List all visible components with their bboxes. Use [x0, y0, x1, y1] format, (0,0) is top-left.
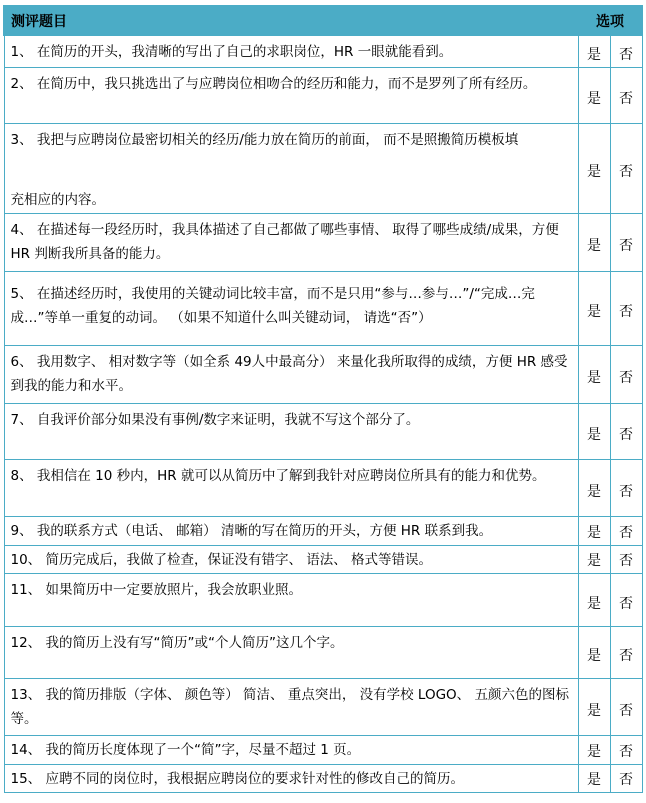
option-yes-11[interactable]: 是 [578, 573, 610, 626]
option-yes-3[interactable]: 是 [578, 123, 610, 213]
table-row [4, 403, 642, 459]
option-no-3[interactable]: 否 [610, 123, 642, 213]
table-header-row [4, 6, 642, 35]
option-no-6[interactable]: 否 [610, 345, 642, 403]
question-11: 11、 如果简历中一定要放照片，我会放职业照。 [4, 573, 578, 626]
question-8: 8、 我相信在 10 秒内，HR 就可以从简历中了解到我针对应聘岗位所具有的能力和优势。 [4, 459, 578, 516]
question-12: 12、 我的简历上没有写“简历”或“个人简历”这几个字。 [4, 626, 578, 678]
table-row [4, 545, 642, 573]
table-row [4, 626, 642, 678]
question-4: 4、 在描述每一段经历时，我具体描述了自己都做了哪些事情、 取得了哪些成绩/成果，方便 HR 判断我所具备的能力。 [4, 213, 578, 271]
table-row [4, 516, 642, 545]
question-7: 7、 自我评价部分如果没有事例/数字来证明，我就不写这个部分了。 [4, 403, 578, 459]
option-yes-15[interactable]: 是 [578, 764, 610, 792]
option-column-header: 选项 [578, 6, 642, 35]
question-3 [4, 123, 578, 213]
option-yes-9[interactable]: 是 [578, 516, 610, 545]
question-6: 6、 我用数字、 相对数字等（如全系 49人中最高分） 来量化我所取得的成绩，方便 HR 感受到我的能力和水平。 [4, 345, 578, 403]
option-no-5[interactable]: 否 [610, 271, 642, 345]
table-row [4, 67, 642, 123]
table-row [4, 678, 642, 735]
question-1: 1、 在简历的开头，我清晰的写出了自己的求职岗位，HR 一眼就能看到。 [4, 35, 578, 67]
question-2: 2、 在简历中，我只挑选出了与应聘岗位相吻合的经历和能力，而不是罗列了所有经历。 [4, 67, 578, 123]
option-yes-14[interactable]: 是 [578, 735, 610, 764]
resume-checklist-table [3, 5, 643, 793]
question-13: 13、 我的简历排版（字体、 颜色等） 简洁、 重点突出， 没有学校 LOGO、 五颜六色的图标等。 [4, 678, 578, 735]
question-9: 9、 我的联系方式（电话、 邮箱） 清晰的写在简历的开头，方便 HR 联系到我。 [4, 516, 578, 545]
question-3-line-2: 充相应的内容。 [10, 191, 105, 208]
option-no-2[interactable]: 否 [610, 67, 642, 123]
table-row [4, 271, 642, 345]
option-yes-13[interactable]: 是 [578, 678, 610, 735]
table-row [4, 573, 642, 626]
option-no-8[interactable]: 否 [610, 459, 642, 516]
option-no-11[interactable]: 否 [610, 573, 642, 626]
option-yes-1[interactable]: 是 [578, 35, 610, 67]
option-no-15[interactable]: 否 [610, 764, 642, 792]
table-row [4, 735, 642, 764]
option-no-9[interactable]: 否 [610, 516, 642, 545]
option-yes-4[interactable]: 是 [578, 213, 610, 271]
option-yes-5[interactable]: 是 [578, 271, 610, 345]
table-row [4, 345, 642, 403]
option-no-14[interactable]: 否 [610, 735, 642, 764]
option-yes-8[interactable]: 是 [578, 459, 610, 516]
option-yes-6[interactable]: 是 [578, 345, 610, 403]
option-yes-7[interactable]: 是 [578, 403, 610, 459]
option-yes-2[interactable]: 是 [578, 67, 610, 123]
table-row [4, 35, 642, 67]
option-no-13[interactable]: 否 [610, 678, 642, 735]
option-no-1[interactable]: 否 [610, 35, 642, 67]
table-row [4, 123, 642, 213]
question-10: 10、 简历完成后，我做了检查，保证没有错字、 语法、 格式等错误。 [4, 545, 578, 573]
option-yes-10[interactable]: 是 [578, 545, 610, 573]
question-14: 14、 我的简历长度体现了一个“简”字，尽量不超过 1 页。 [4, 735, 578, 764]
table-row [4, 764, 642, 792]
option-no-10[interactable]: 否 [610, 545, 642, 573]
question-column-header: 测评题目 [4, 6, 578, 35]
option-yes-12[interactable]: 是 [578, 626, 610, 678]
question-15: 15、 应聘不同的岗位时，我根据应聘岗位的要求针对性的修改自己的简历。 [4, 764, 578, 792]
option-no-4[interactable]: 否 [610, 213, 642, 271]
option-no-7[interactable]: 否 [610, 403, 642, 459]
question-3-line-1: 3、 我把与应聘岗位最密切相关的经历/能力放在简历的前面， 而不是照搬简历模板填 [10, 131, 519, 148]
question-5: 5、 在描述经历时，我使用的关键动词比较丰富，而不是只用“参与…参与…”/“完成…完成…”等单一重复的动词。 （如果不知道什么叫关键动词， 请选“否”） [4, 271, 578, 345]
table-row [4, 459, 642, 516]
table-row [4, 213, 642, 271]
option-no-12[interactable]: 否 [610, 626, 642, 678]
